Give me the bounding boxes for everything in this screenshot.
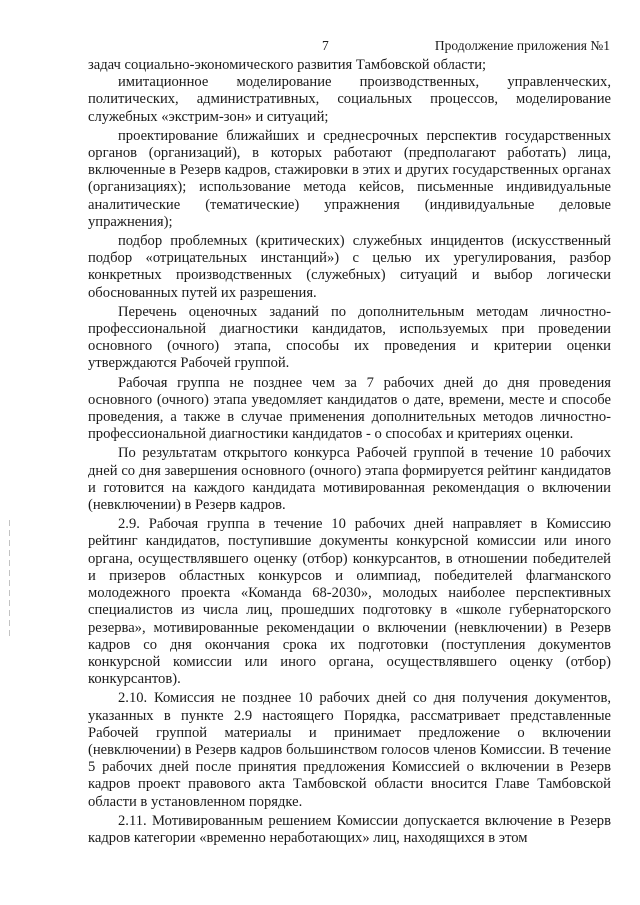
- paragraph: Перечень оценочных заданий по дополнительным методам личностно-профессиональной диагностики кандидатов, используемых при проведении основного (очного) этапа, способы их проведения и критерии оценки утверждаются Рабочей группой.: [88, 303, 611, 372]
- page-header: [0, 38, 640, 58]
- paragraph: Рабочая группа не позднее чем за 7 рабочих дней до дня проведения основного (очного) этапа уведомляет кандидатов о дате, времени, месте и способе проведения, а также в случае применения дополнительных методов личностно-профессиональной диагностики кандидатов - о способах и критериях оценки.: [88, 374, 611, 443]
- paragraph: подбор проблемных (критических) служебных инцидентов (искусственный подбор «отрицательных инстанций») с целью их урегулирования, разбор конкретных производственных (служебных) ситуаций и выбор логически обоснованных путей их разрешения.: [88, 233, 611, 301]
- document-body: [88, 57, 611, 847]
- page-number: 7: [322, 38, 329, 53]
- continuation-label: Продолжение приложения №1: [434, 38, 610, 53]
- paragraph-2-9: 2.9. Рабочая группа в течение 10 рабочих дней направляет в Комиссию рейтинг кандидатов, поступившие документы конкурсной комиссии или иного органа, осуществлявшего оценку (отбор) конкурсантов, в отношении победителей и призеров областных конкурсов и олимпиад, победителей флагманского молодежного проекта «Команда 68-2030», молодых наиболее перспективных специалистов из числа лиц, прошедших подготовку в «школе губернаторского резерва», мотивированные рекомендации о включении (невключении) в Резерв кадров со дня окончания срока их подготовки (поступления документов конкурсной комиссии или иного органа, осуществлявшего оценку (отбор) конкурсантов).: [88, 516, 611, 688]
- margin-stamp-marks: [7, 520, 13, 640]
- paragraph: задач социально-экономического развития Тамбовской области;: [88, 57, 487, 73]
- paragraph-2-11: 2.11. Мотивированным решением Комиссии допускается включение в Резерв кадров категории «временно неработающих» лиц, находящихся в этом: [88, 812, 611, 846]
- paragraph: проектирование ближайших и среднесрочных перспектив государственных органов (организаций), в которых работают (предполагают работать) лица, включенные в Резерв кадров, стажировки в этих и других государственных органах (организациях); использование метода кейсов, письменные индивидуальные аналитические (тематические) упражнения (индивидуальные деловые упражнения);: [88, 127, 611, 230]
- paragraph: имитационное моделирование производственных, управленческих, политических, административных, социальных процессов, моделирование служебных «экстрим-зон» и ситуаций;: [88, 74, 611, 125]
- paragraph-2-10: 2.10. Комиссия не позднее 10 рабочих дней со дня получения документов, указанных в пункте 2.9 настоящего Порядка, рассматривает представленные Рабочей группой материалы и принимает предложение о включении (невключении) в Резерв кадров большинством голосов членов Комиссии. В течение 5 рабочих дней после принятия предложения Комиссией о включении в Резерв кадров проект правового акта Тамбовской области вносится Главе Тамбовской области в установленном порядке.: [88, 690, 611, 810]
- paragraph: По результатам открытого конкурса Рабочей группой в течение 10 рабочих дней со дня завершения основного (очного) этапа формируется рейтинг кандидатов и готовится на каждого кандидата мотивированная рекомендация о включении (невключении) в Резерв кадров.: [88, 445, 611, 514]
